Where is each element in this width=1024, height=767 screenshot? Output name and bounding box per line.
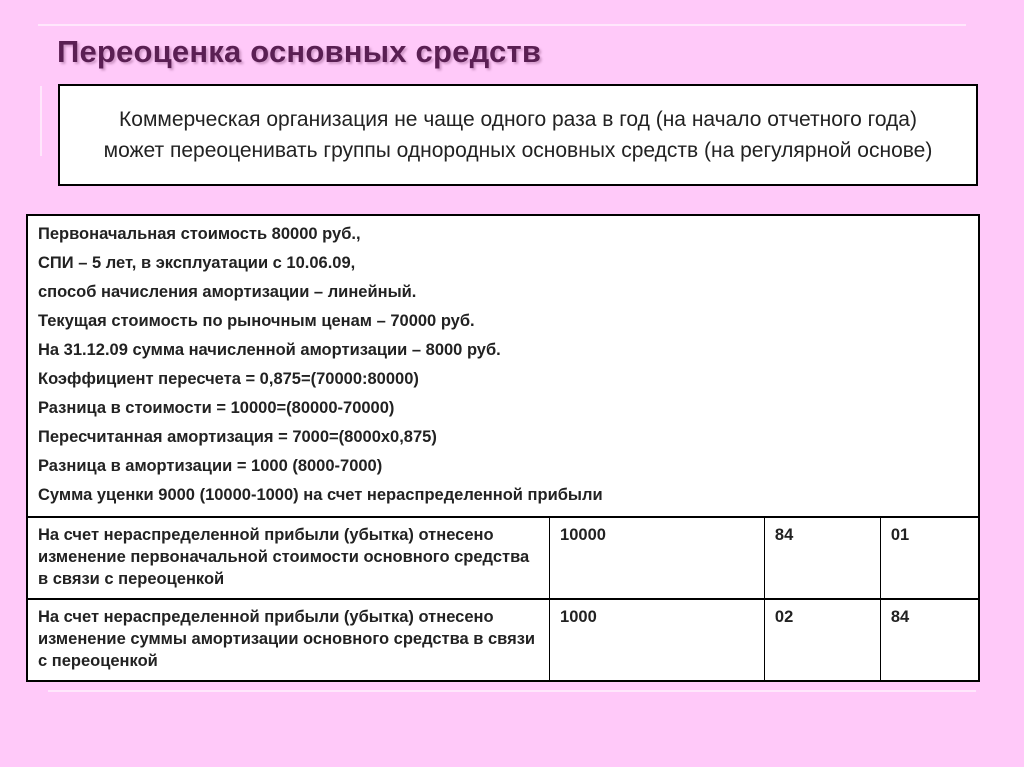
- entry-credit: 01: [880, 517, 979, 599]
- fact-line: способ начисления амортизации – линейный.: [38, 283, 417, 301]
- decorative-bottom-line: [48, 690, 976, 692]
- entry-description: На счет нераспределенной прибыли (убытка) отнесено изменение первоначальной стоимости основного средства в связи с переоценкой: [27, 517, 550, 599]
- intro-text: Коммерческая организация не чаще одного раза в год (на начало отчетного года) может переоценивать группы однородных основных средств (на регулярной основе): [103, 107, 933, 162]
- fact-line: Первоначальная стоимость 80000 руб.,: [38, 225, 361, 243]
- fact-line: Коэффициент пересчета = 0,875=(70000:80000): [38, 370, 419, 388]
- intro-box: [58, 84, 978, 186]
- entry-amount: 1000: [550, 599, 765, 681]
- decorative-vertical-line: [40, 86, 42, 156]
- revaluation-table: [26, 214, 980, 682]
- fact-line: Разница в стоимости = 10000=(80000-70000): [38, 399, 395, 417]
- fact-line: Пересчитанная амортизация = 7000=(8000х0,875): [38, 428, 437, 446]
- entry-description: На счет нераспределенной прибыли (убытка) отнесено изменение суммы амортизации основного средства в связи с переоценкой: [27, 599, 550, 681]
- fact-line: Сумма уценки 9000 (10000-1000) на счет нераспределенной прибыли: [38, 486, 603, 504]
- fact-line: СПИ – 5 лет, в эксплуатации с 10.06.09,: [38, 254, 356, 272]
- entry-debit: 02: [764, 599, 880, 681]
- table-row: [27, 517, 979, 599]
- facts-cell: [27, 215, 979, 517]
- fact-line: На 31.12.09 сумма начисленной амортизации – 8000 руб.: [38, 341, 501, 359]
- facts-row: [27, 215, 979, 517]
- entry-debit: 84: [764, 517, 880, 599]
- decorative-top-line: [38, 24, 966, 26]
- fact-line: Текущая стоимость по рыночным ценам – 70000 руб.: [38, 312, 475, 330]
- entry-credit: 84: [880, 599, 979, 681]
- entry-amount: 10000: [550, 517, 765, 599]
- table-row: [27, 599, 979, 681]
- fact-line: Разница в амортизации = 1000 (8000-7000): [38, 457, 383, 475]
- slide-title: Переоценка основных средств: [57, 34, 542, 69]
